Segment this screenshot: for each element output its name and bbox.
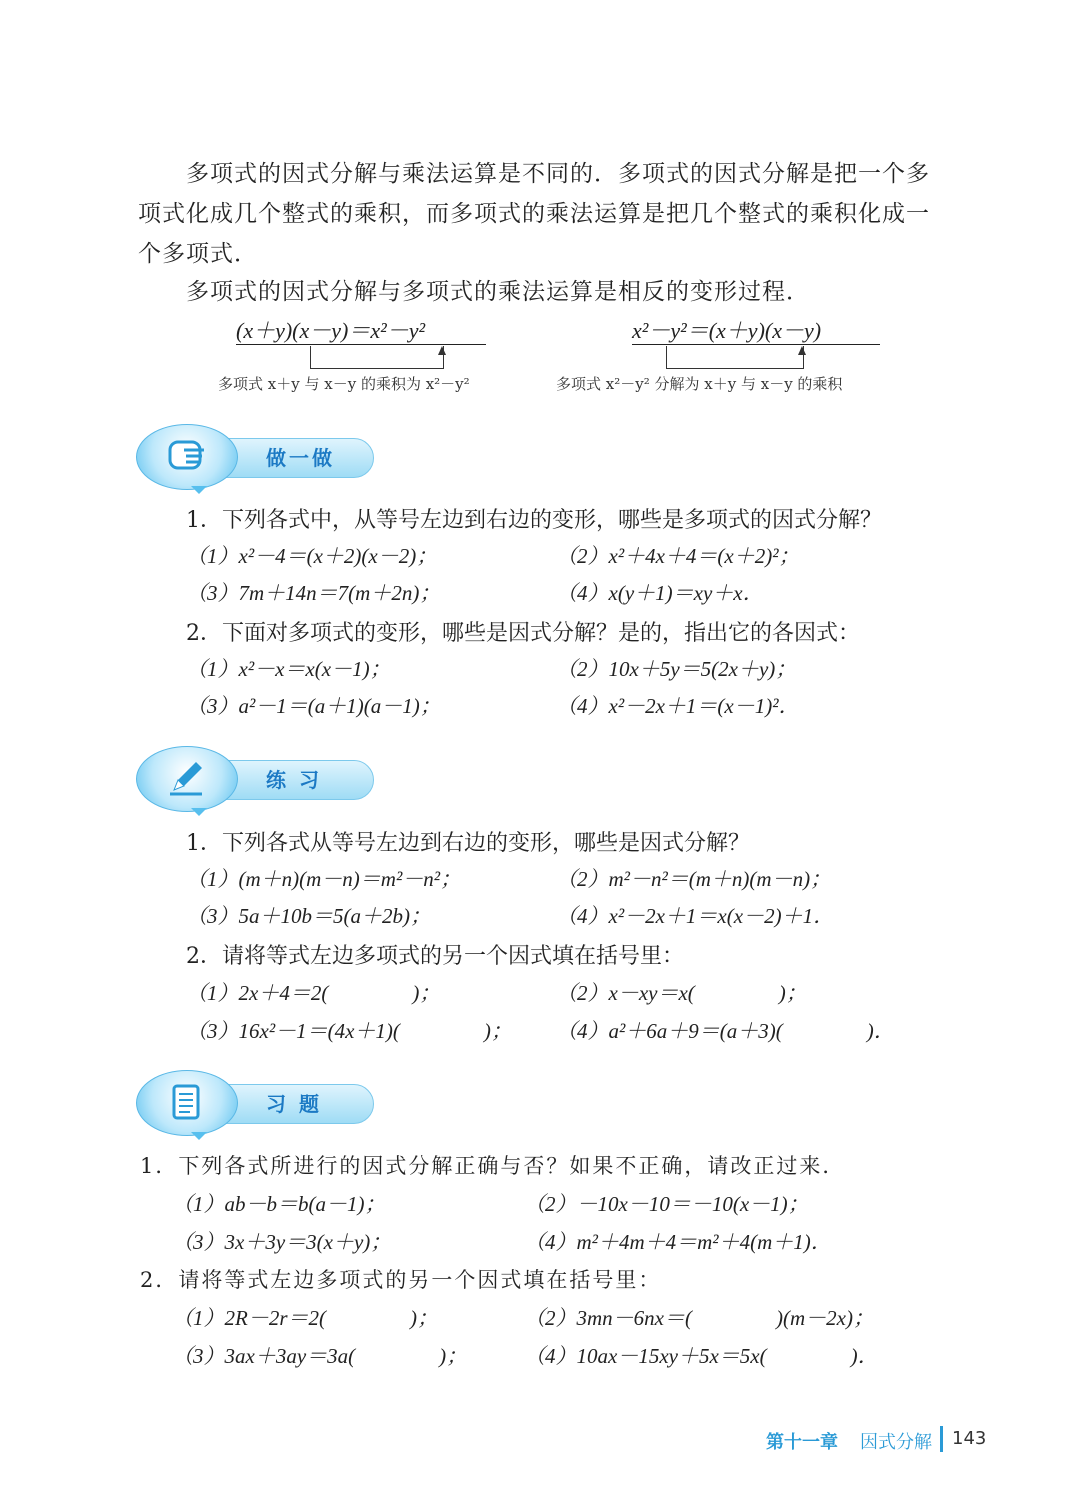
footer-chapter: 第十一章	[766, 1432, 838, 1453]
try-q2-item-4: （4）x²－2x＋1＝(x－1)²．	[556, 694, 800, 718]
exercise-q1-item-4: （4）m²＋4m＋4＝m²＋4(m＋1)．	[524, 1230, 832, 1254]
right-formula: x²－y²＝(x＋y)(x－y)	[632, 318, 822, 343]
practice-q2-item-3: （3）16x²－1＝(4x＋1)( )；	[186, 1019, 512, 1043]
practice-question-1: 1．下列各式从等号左边到右边的变形，哪些是因式分解？	[186, 831, 750, 856]
notepad-icon	[162, 1080, 210, 1124]
arrow-up-icon	[438, 346, 446, 355]
try-q2-item-2: （2）10x＋5y＝5(2x＋y)；	[556, 657, 797, 681]
left-formula: (x＋y)(x－y)＝x²－y²	[236, 318, 426, 343]
left-caption: 多项式 x＋y 与 x－y 的乘积为 x²－y²	[218, 375, 470, 393]
exercise-q1-item-1: （1）ab－b＝b(a－1)；	[172, 1192, 386, 1216]
exercise-q2-item-3: （3）3ax＋3ay＝3a( )；	[172, 1344, 468, 1368]
section-title-practice: 练 习	[266, 768, 322, 792]
exercise-question-2: 2．请将等式左边多项式的另一个因式填在括号里：	[140, 1268, 662, 1292]
practice-q2-item-2: （2）x－xy＝x( )；	[556, 981, 807, 1005]
practice-q1-item-4: （4）x²－2x＋1＝x(x－2)＋1．	[556, 904, 835, 928]
footer-divider	[940, 1426, 943, 1452]
pencil-icon	[162, 756, 210, 800]
intro-paragraph-1: 多项式的因式分解与乘法运算是不同的．多项式的因式分解是把一个多项式化成几个整式的乘积，而多项式的乘法运算是把几个整式的乘积化成一个多项式．	[138, 161, 930, 267]
try-question-1: 1．下列各式中，从等号左边到右边的变形，哪些是多项式的因式分解？	[186, 508, 882, 533]
exercise-q2-item-2: （2）3mn－6nx＝( )(m－2x)；	[524, 1306, 874, 1330]
section-banner-try	[136, 424, 374, 488]
try-question-2: 2．下面对多项式的变形，哪些是因式分解？是的，指出它的各因式：	[186, 621, 860, 646]
practice-q1-item-3: （3）5a＋10b＝5(a＋2b)；	[186, 904, 431, 928]
practice-q2-item-4: （4）a²＋6a＋9＝(a＋3)( )．	[556, 1019, 895, 1043]
practice-q2-item-1: （1）2x＋4＝2( )；	[186, 981, 441, 1005]
practice-q1-item-2: （2）m²－n²＝(m＋n)(m－n)；	[556, 867, 832, 891]
practice-question-2: 2．请将等式左边多项式的另一个因式填在括号里：	[186, 944, 684, 969]
exercise-q2-item-4: （4）10ax－15xy＋5x＝5x( )．	[524, 1344, 879, 1368]
try-q2-item-3: （3）a²－1＝(a＋1)(a－1)；	[186, 694, 441, 718]
exercise-q1-item-2: （2）－10x－10＝－10(x－1)；	[524, 1192, 809, 1216]
try-q1-item-4: （4）x(y＋1)＝xy＋x．	[556, 581, 764, 605]
try-q2-item-1: （1）x²－x＝x(x－1)；	[186, 657, 391, 681]
practice-q1-item-1: （1）(m＋n)(m－n)＝m²－n²；	[186, 867, 462, 891]
arrow-up-icon	[798, 346, 806, 355]
section-title-exercise: 习 题	[266, 1092, 322, 1116]
page-number: 143	[952, 1428, 987, 1449]
try-q1-item-3: （3）7m＋14n＝7(m＋2n)；	[186, 581, 441, 605]
hand-icon	[162, 434, 210, 478]
try-q1-item-2: （2）x²＋4x＋4＝(x＋2)²；	[556, 544, 800, 568]
section-title-try: 做一做	[266, 446, 335, 470]
exercise-q1-item-3: （3）3x＋3y＝3(x＋y)；	[172, 1230, 392, 1254]
exercise-q2-item-1: （1）2R－2r＝2( )；	[172, 1306, 438, 1330]
try-q1-item-1: （1）x²－4＝(x＋2)(x－2)；	[186, 544, 438, 568]
exercise-question-1: 1．下列各式所进行的因式分解正确与否？如果不正确，请改正过来．	[140, 1154, 846, 1178]
footer-title: 因式分解	[860, 1432, 932, 1453]
intro-paragraph-2: 多项式的因式分解与多项式的乘法运算是相反的变形过程．	[186, 279, 810, 305]
section-banner-exercise	[136, 1070, 374, 1134]
right-caption: 多项式 x²－y² 分解为 x＋y 与 x－y 的乘积	[556, 375, 843, 393]
section-banner-practice	[136, 746, 374, 810]
